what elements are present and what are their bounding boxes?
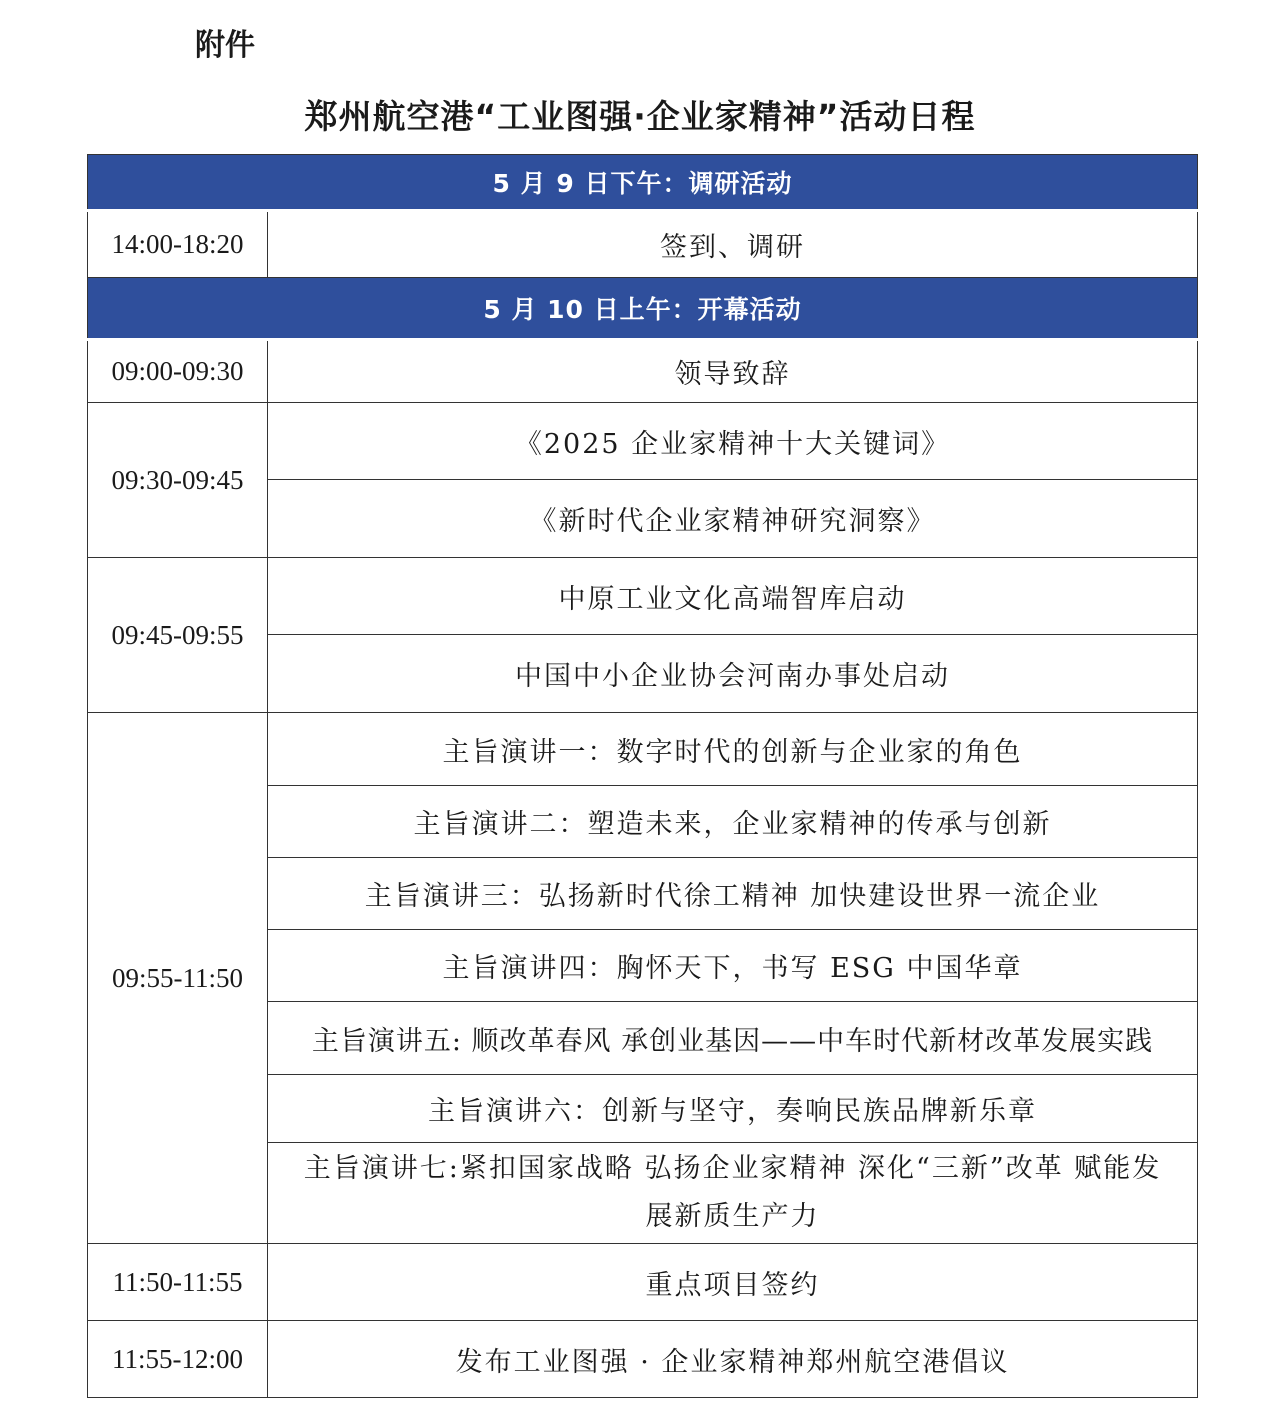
time-cell: 14:00-18:20 <box>88 211 268 278</box>
schedule-table <box>87 154 1198 1398</box>
document-title: 郑州航空港“工业图强·企业家精神”活动日程 <box>304 97 976 136</box>
keynote-item: 主旨演讲七:紧扣国家战略 弘扬企业家精神 深化“三新”改革 赋能发展新质生产力 <box>268 1143 1198 1244</box>
time-cell: 11:55-12:00 <box>88 1321 268 1398</box>
time-cell: 11:50-11:55 <box>88 1244 268 1321</box>
table-row <box>88 1321 1198 1398</box>
table-row <box>88 558 1198 635</box>
attachment-label: 附件 <box>195 28 255 63</box>
keynote-item: 主旨演讲二：塑造未来，企业家精神的传承与创新 <box>268 786 1198 858</box>
agenda-item: 《新时代企业家精神研究洞察》 <box>268 480 1198 558</box>
table-row <box>88 1244 1198 1321</box>
section-title: 5 月 9 日下午：调研活动 <box>88 155 1198 211</box>
table-row <box>88 403 1198 480</box>
table-row <box>88 713 1198 786</box>
table-row <box>88 211 1198 278</box>
keynote-item: 主旨演讲三：弘扬新时代徐工精神 加快建设世界一流企业 <box>268 858 1198 930</box>
agenda-item: 领导致辞 <box>268 340 1198 403</box>
agenda-item: 中原工业文化高端智库启动 <box>268 558 1198 635</box>
time-cell: 09:55-11:50 <box>88 713 268 1244</box>
keynote-item: 主旨演讲一：数字时代的创新与企业家的角色 <box>268 713 1198 786</box>
section-header-day1 <box>88 155 1198 211</box>
agenda-item: 发布工业图强 · 企业家精神郑州航空港倡议 <box>268 1321 1198 1398</box>
section-title: 5 月 10 日上午：开幕活动 <box>88 278 1198 340</box>
time-cell: 09:30-09:45 <box>88 403 268 558</box>
time-cell: 09:45-09:55 <box>88 558 268 713</box>
time-cell: 09:00-09:30 <box>88 340 268 403</box>
keynote-item: 主旨演讲六：创新与坚守，奏响民族品牌新乐章 <box>268 1075 1198 1143</box>
section-header-day2 <box>88 278 1198 340</box>
agenda-item: 签到、调研 <box>268 211 1198 278</box>
agenda-item: 中国中小企业协会河南办事处启动 <box>268 635 1198 713</box>
agenda-item: 《2025 企业家精神十大关键词》 <box>268 403 1198 480</box>
keynote-item: 主旨演讲四：胸怀天下，书写 ESG 中国华章 <box>268 930 1198 1002</box>
table-row <box>88 340 1198 403</box>
agenda-item: 重点项目签约 <box>268 1244 1198 1321</box>
keynote-item: 主旨演讲五: 顺改革春风 承创业基因——中车时代新材改革发展实践 <box>268 1002 1198 1075</box>
